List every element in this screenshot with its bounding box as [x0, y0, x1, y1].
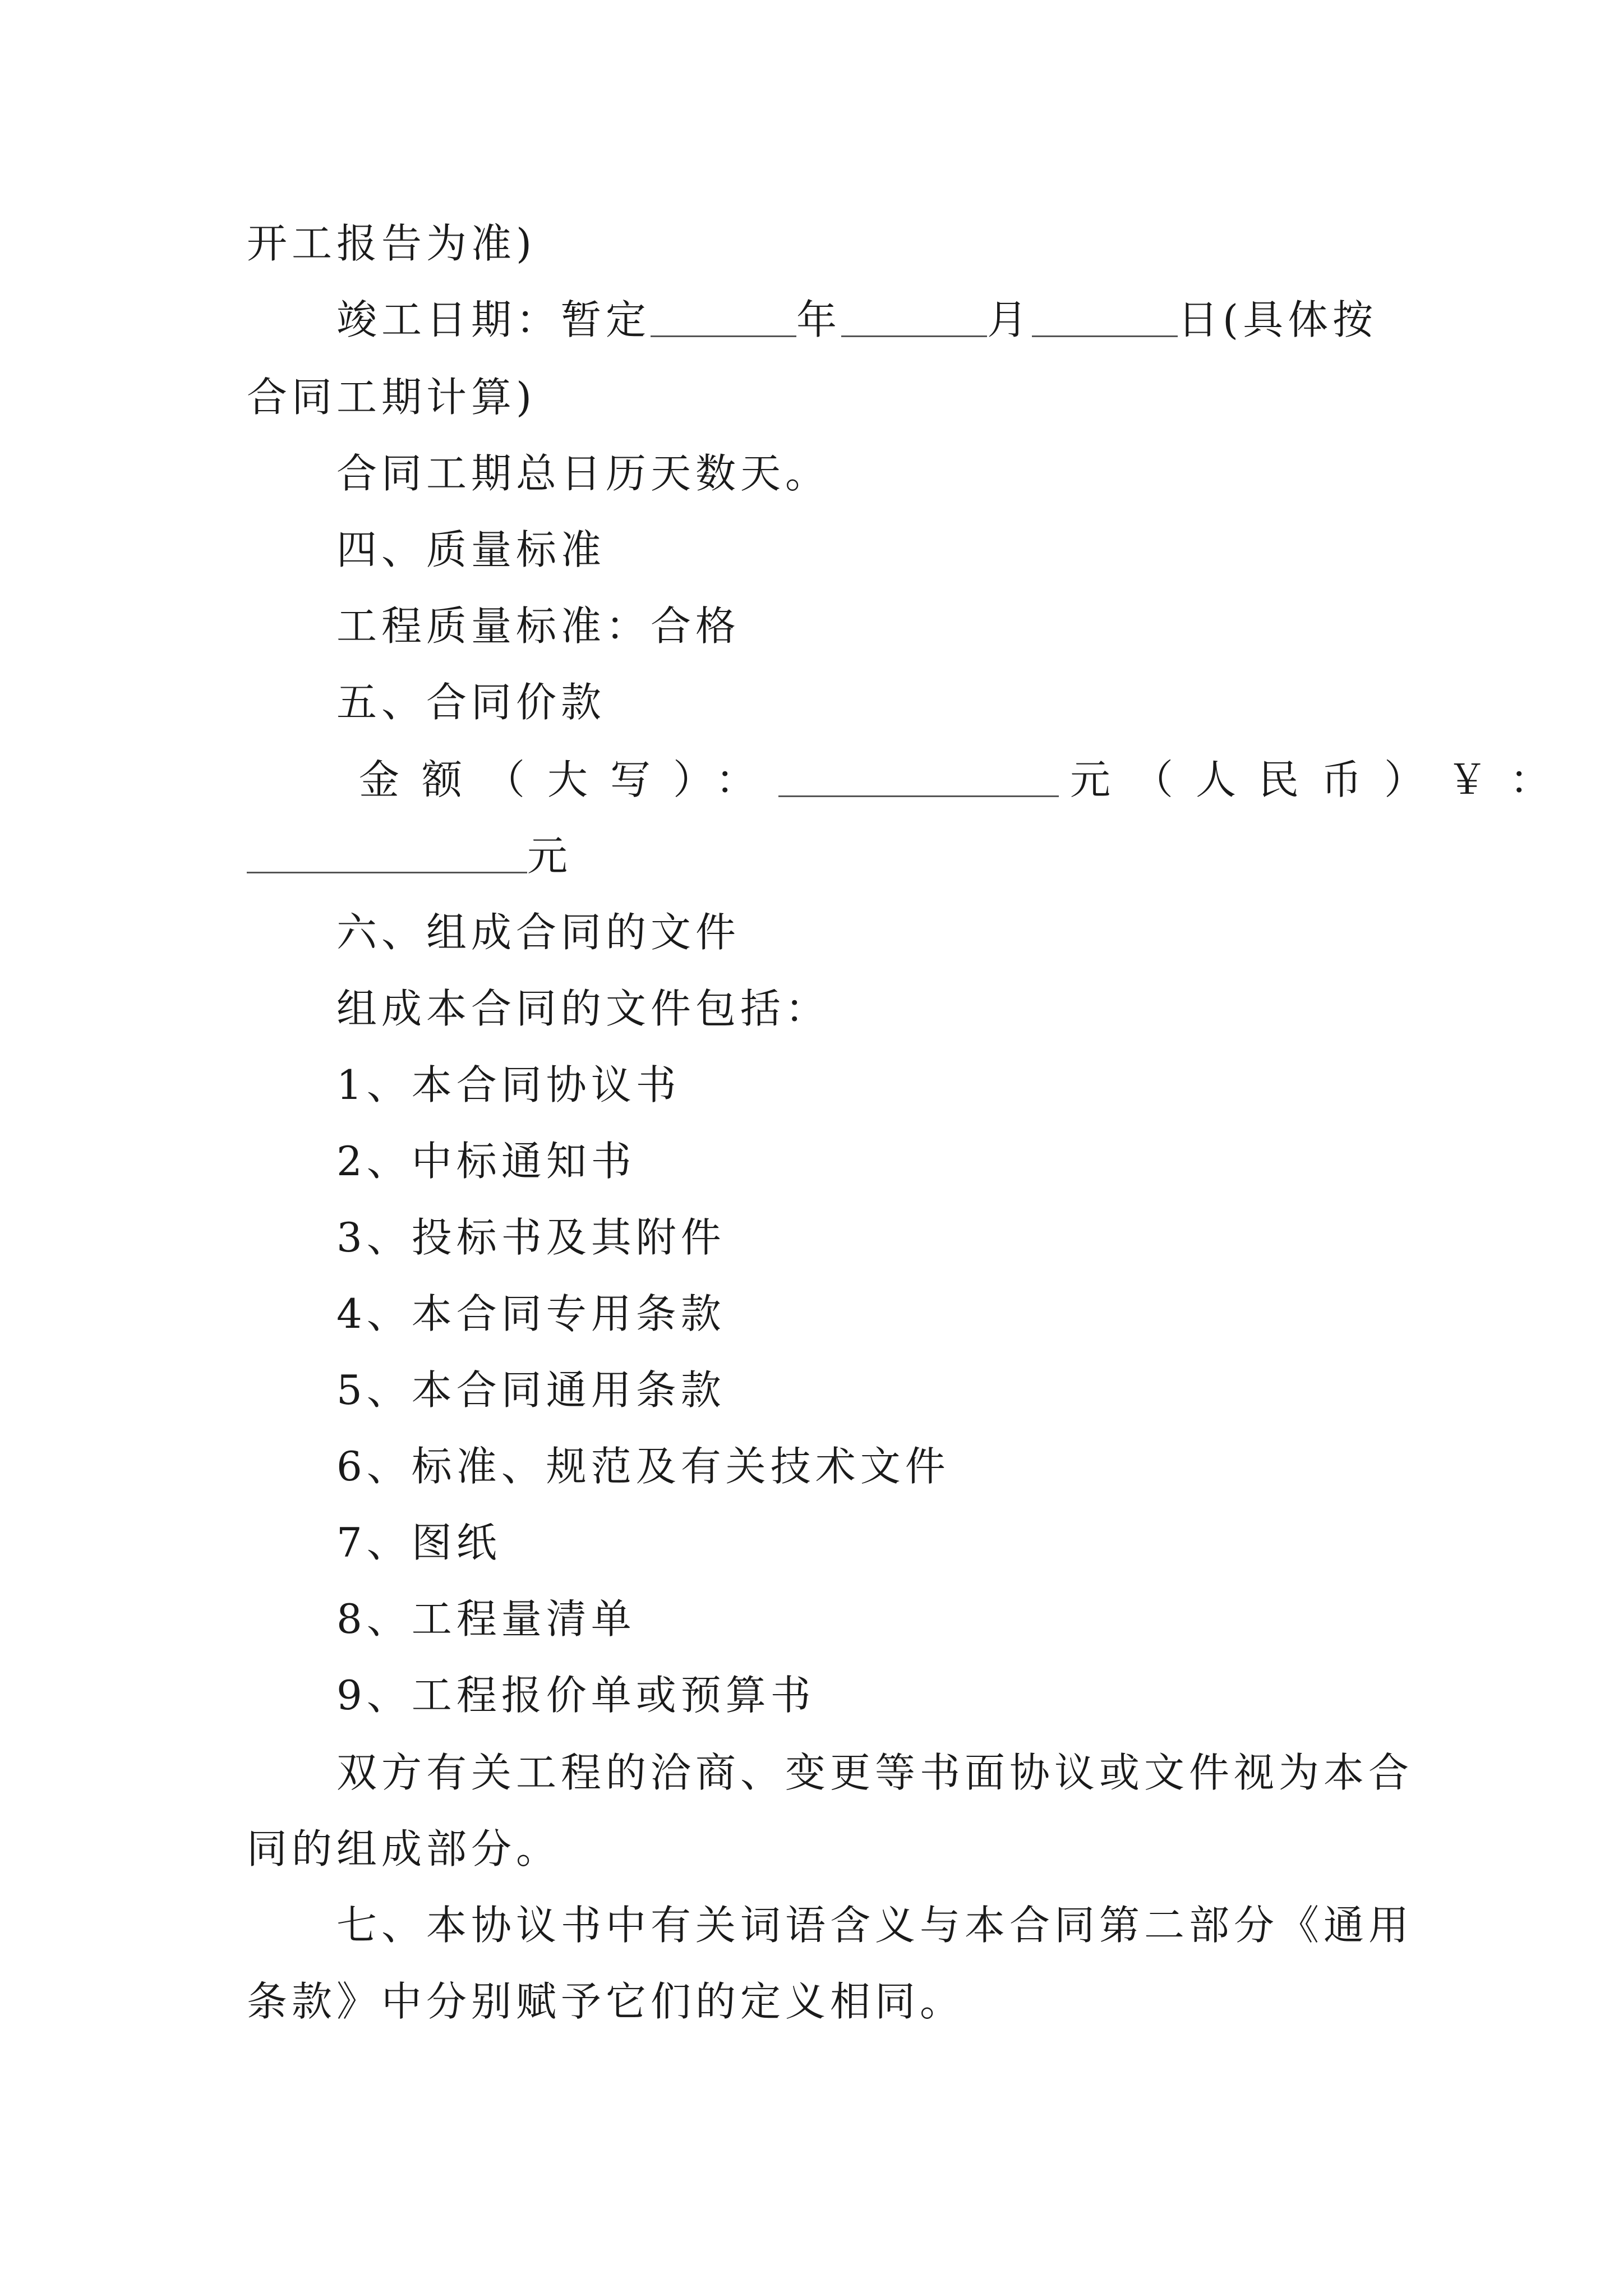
completion-date-label: 竣工日期：暂定	[336, 296, 651, 343]
amount-label: 金额（大写）：	[359, 756, 779, 803]
list-item: 9、工程报价单或预算书	[336, 1672, 815, 1719]
year-label: 年	[796, 296, 842, 343]
amount-rmb-label: 元（人民币）￥：	[1070, 756, 1573, 803]
text-line: 合同工期总日历天数天。	[336, 450, 831, 497]
amount-words-blank[interactable]	[778, 756, 1059, 797]
day-label: 日(具体按	[1178, 296, 1378, 343]
text-line: 条款》中分别赋予它们的定义相同。	[247, 1978, 965, 2025]
section-heading: 六、组成合同的文件	[336, 909, 741, 956]
list-item: 1、本合同协议书	[336, 1061, 681, 1108]
year-blank[interactable]	[651, 296, 796, 337]
yuan-label: 元	[527, 832, 573, 880]
amount-line	[359, 753, 1573, 807]
list-item: 2、中标通知书	[336, 1138, 636, 1185]
section-heading: 七、本协议书中有关词语含义与本合同第二部分《通用	[336, 1902, 1414, 1949]
section-heading: 五、合同价款	[336, 679, 606, 726]
amount-figure-line	[247, 829, 1380, 883]
text-line: 组成本合同的文件包括：	[336, 985, 831, 1032]
list-item: 3、投标书及其附件	[336, 1214, 726, 1261]
month-blank[interactable]	[841, 296, 987, 337]
list-item: 8、工程量清单	[336, 1595, 636, 1642]
day-blank[interactable]	[1032, 296, 1178, 337]
text-line: 双方有关工程的洽商、变更等书面协议或文件视为本合	[336, 1749, 1414, 1796]
section-heading: 四、质量标准	[336, 526, 606, 573]
list-item: 7、图纸	[336, 1519, 501, 1566]
text-line: 合同工期计算)	[247, 374, 537, 421]
text-line: 开工报告为准)	[247, 220, 537, 267]
list-item: 6、标准、规范及有关技术文件	[336, 1443, 950, 1490]
list-item: 4、本合同专用条款	[336, 1290, 726, 1337]
completion-date-line	[336, 293, 1380, 347]
list-item: 5、本合同通用条款	[336, 1366, 726, 1414]
amount-figure-blank[interactable]	[247, 832, 527, 873]
text-line: 工程质量标准：合格	[336, 602, 741, 650]
text-line: 同的组成部分。	[247, 1825, 561, 1872]
month-label: 月	[987, 296, 1032, 343]
